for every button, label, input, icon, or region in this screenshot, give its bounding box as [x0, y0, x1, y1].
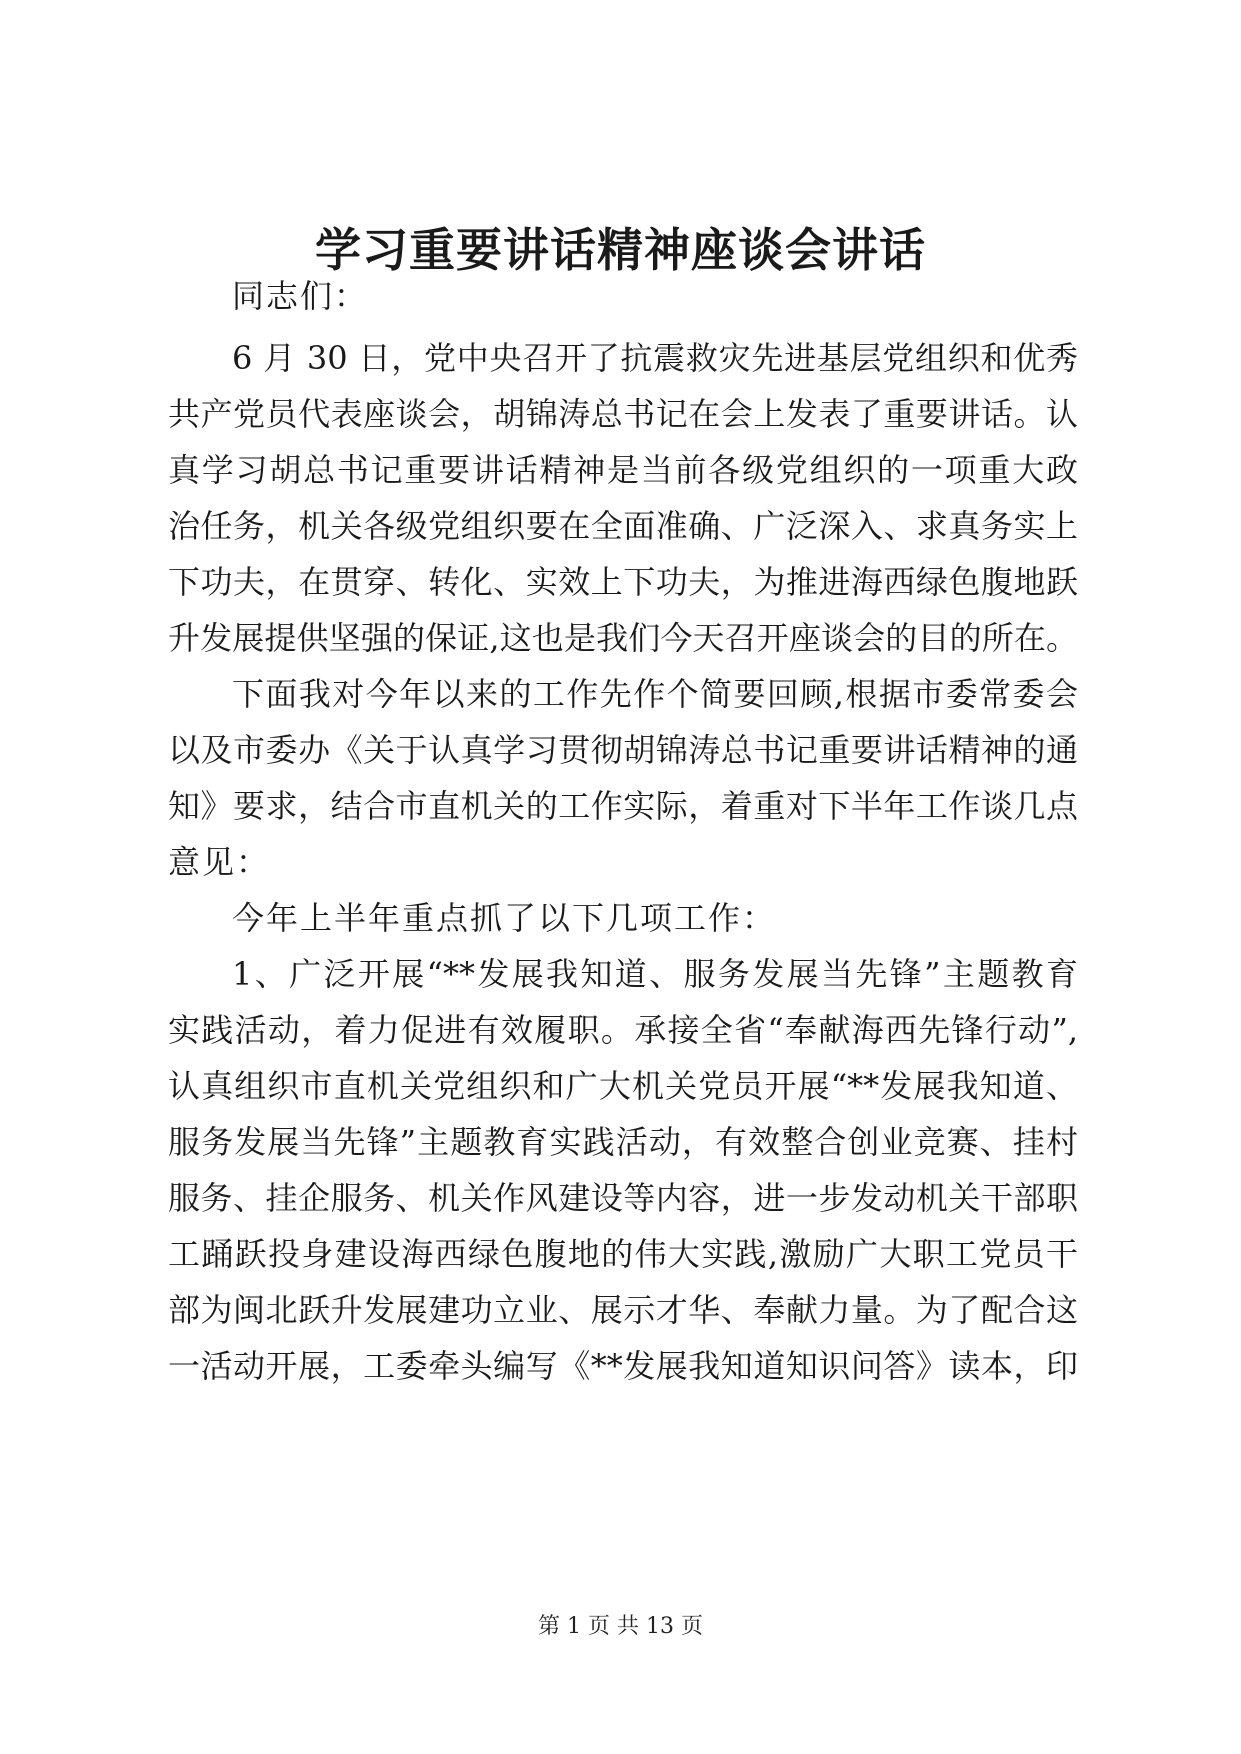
paragraph-line: 1、广泛开展“**发展我知道、服务发展当先锋”主题教育: [232, 955, 1078, 993]
paragraph-line: 治任务，机关各级党组织要在全面准确、广泛深入、求真务实上: [168, 507, 1078, 545]
paragraph-line: 共产党员代表座谈会，胡锦涛总书记在会上发表了重要讲话。认: [168, 395, 1078, 433]
paragraph-line: 一活动开展，工委牵头编写《**发展我知道知识问答》读本，印: [168, 1347, 1078, 1385]
paragraph-line: 今年上半年重点抓了以下几项工作：: [232, 899, 777, 937]
paragraph-line: 知》要求，结合市直机关的工作实际，着重对下半年工作谈几点: [168, 787, 1078, 825]
paragraph-line: 服务发展当先锋”主题教育实践活动，有效整合创业竞赛、挂村: [168, 1123, 1078, 1161]
paragraph-line: 实践活动，着力促进有效履职。承接全省“奉献海西先锋行动”,: [168, 1011, 1078, 1049]
greeting-line: 同志们：: [232, 277, 369, 315]
paragraph-line: 服务、挂企服务、机关作风建设等内容，进一步发动机关干部职: [168, 1179, 1078, 1217]
document-title: 学习重要讲话精神座谈会讲话: [315, 223, 926, 277]
paragraph-line: 下面我对今年以来的工作先作个简要回顾,根据市委常委会: [232, 675, 1078, 713]
page-number: 第 1 页 共 13 页: [538, 1614, 703, 1639]
paragraph-line: 以及市委办《关于认真学习贯彻胡锦涛总书记重要讲话精神的通: [168, 731, 1078, 769]
paragraph-line: 下功夫，在贯穿、转化、实效上下功夫，为推进海西绿色腹地跃: [168, 563, 1078, 601]
paragraph-line: 6 月 30 日，党中央召开了抗震救灾先进基层党组织和优秀: [232, 339, 1078, 377]
paragraph-line: 工踊跃投身建设海西绿色腹地的伟大实践,激励广大职工党员干: [168, 1235, 1078, 1273]
paragraph-line: 意见：: [168, 843, 271, 881]
paragraph-line: 真学习胡总书记重要讲话精神是当前各级党组织的一项重大政: [168, 451, 1078, 489]
paragraph-line: 升发展提供坚强的保证,这也是我们今天召开座谈会的目的所在。: [168, 619, 1078, 657]
paragraph-line: 认真组织市直机关党组织和广大机关党员开展“**发展我知道、: [168, 1067, 1078, 1105]
paragraph-line: 部为闽北跃升发展建功立业、展示才华、奉献力量。为了配合这: [168, 1291, 1078, 1329]
